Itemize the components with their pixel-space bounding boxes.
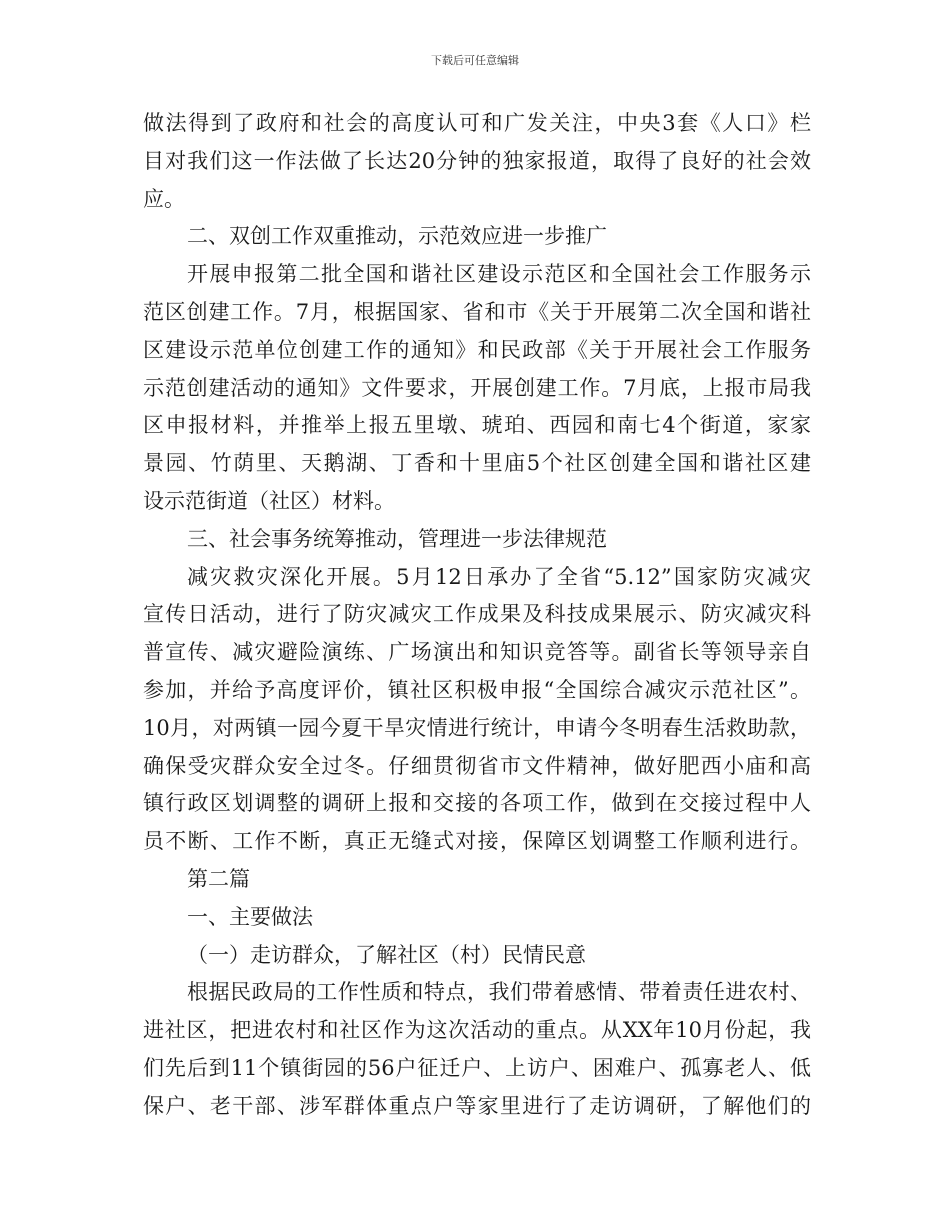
- text-line: 减灾救灾深化开展。5月12日承办了全省“5.12”国家防灾减灾: [187, 564, 811, 589]
- text-line: 区申报材料，并推举上报五里墩、琥珀、西园和南七4个街道，家家: [143, 413, 811, 438]
- section-heading: 二、双创工作双重推动，示范效应进一步推广: [187, 224, 607, 249]
- text-line: 景园、竹荫里、天鹅湖、丁香和十里庙5个社区创建全国和谐社区建: [143, 451, 811, 476]
- text-line: 普宣传、减灾避险演练、广场演出和知识竞答等。副省长等领导亲自: [143, 640, 811, 665]
- text-line: 员不断、工作不断，真正无缝式对接，保障区划调整工作顺利进行。: [143, 829, 811, 854]
- text-line: 确保受灾群众安全过冬。仔细贯彻省市文件精神，做好肥西小庙和高: [143, 753, 811, 778]
- text-line: 们先后到11个镇街园的56户征迁户、上访户、困难户、孤寡老人、低: [143, 1055, 811, 1080]
- section-heading: 一、主要做法: [187, 904, 313, 929]
- document-body: [143, 105, 811, 1126]
- text-line: 设示范街道（社区）材料。: [143, 488, 395, 513]
- subsection-heading: （一）走访群众，了解社区（村）民情民意: [187, 942, 586, 967]
- text-line: 应。: [143, 186, 185, 211]
- text-line: 目对我们这一作法做了长达20分钟的独家报道，取得了良好的社会效: [143, 148, 811, 173]
- text-line: 镇行政区划调整的调研上报和交接的各项工作，做到在交接过程中人: [143, 791, 811, 816]
- text-line: 示范创建活动的通知》文件要求，开展创建工作。7月底，上报市局我: [143, 375, 811, 400]
- text-line: 宣传日活动，进行了防灾减灾工作成果及科技成果展示、防灾减灾科: [143, 602, 811, 627]
- text-line: 根据民政局的工作性质和特点，我们带着感情、带着责任进农村、: [187, 980, 811, 1005]
- text-line: 开展申报第二批全国和谐社区建设示范区和全国社会工作服务示: [187, 262, 811, 287]
- text-line: 区建设示范单位创建工作的通知》和民政部《关于开展社会工作服务: [143, 337, 811, 362]
- text-line: 进社区，把进农村和社区作为这次活动的重点。从XX年10月份起，我: [143, 1018, 811, 1043]
- text-line: 参加，并给予高度评价，镇社区积极申报“全国综合减灾示范社区”。: [143, 677, 811, 702]
- page-header: 下载后可任意编辑: [431, 54, 519, 67]
- text-line: 范区创建工作。7月，根据国家、省和市《关于开展第二次全国和谐社: [143, 299, 811, 324]
- section-heading: 三、社会事务统筹推动，管理进一步法律规范: [187, 526, 607, 551]
- chapter-heading: 第二篇: [187, 866, 250, 891]
- text-line: 10月，对两镇一园今夏干旱灾情进行统计，申请今冬明春生活救助款，: [143, 715, 811, 740]
- text-line: 做法得到了政府和社会的高度认可和广发关注，中央3套《人口》栏: [143, 111, 811, 135]
- text-line: 保户、老干部、涉军群体重点户等家里进行了走访调研，了解他们的: [143, 1093, 811, 1118]
